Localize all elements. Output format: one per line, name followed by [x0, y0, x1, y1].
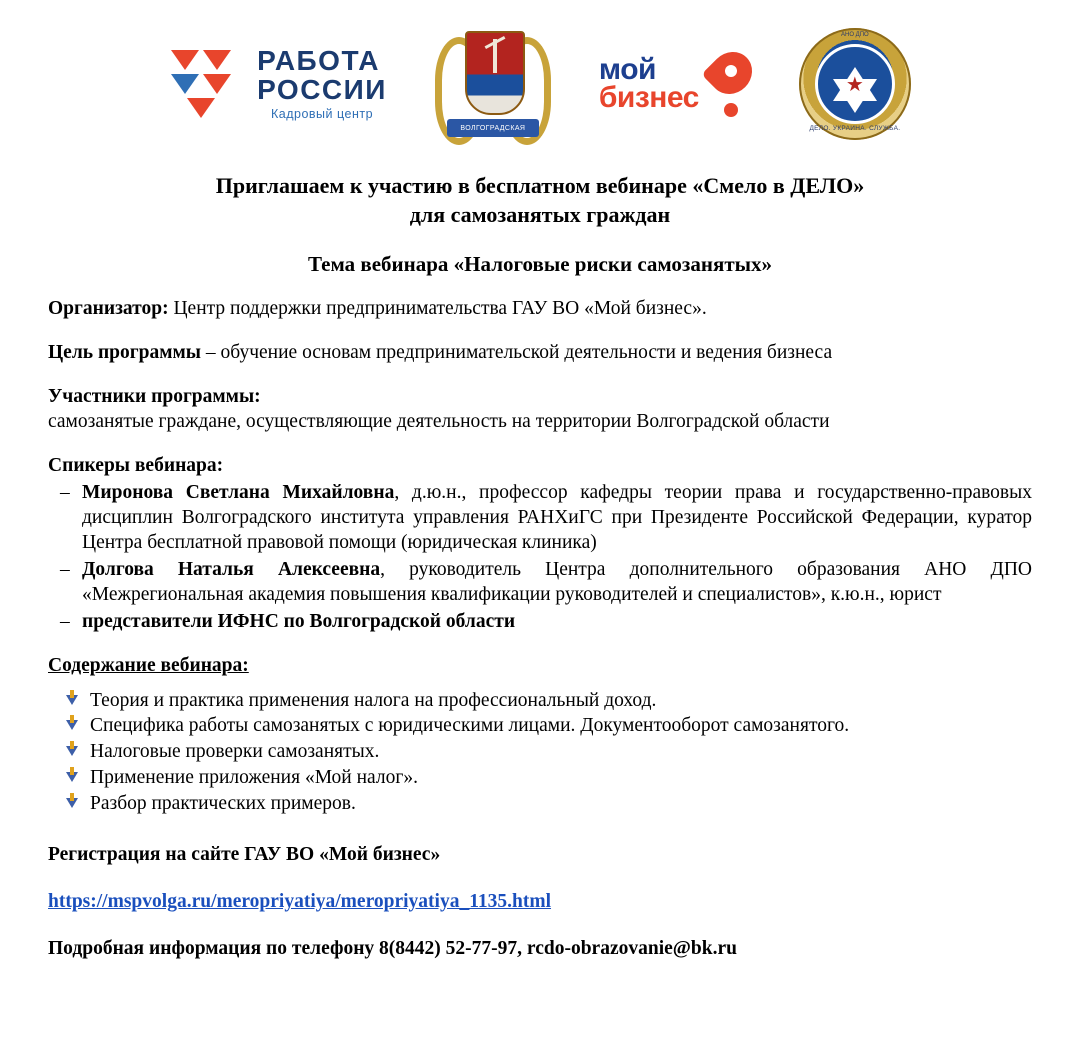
rr-line3: Кадровый центр — [270, 107, 374, 122]
goal-label: Цель программы — [48, 342, 202, 364]
rr-line1: РАБОТА — [257, 45, 381, 77]
logo-moy-biznes — [599, 51, 753, 117]
logo-ano-dpo-emblem — [799, 28, 911, 140]
list-item — [82, 558, 1032, 608]
participants-label: Участники программы: — [48, 385, 261, 407]
registration-text: Регистрация на сайте ГАУ ВО «Мой бизнес» — [48, 844, 441, 866]
document-body — [48, 172, 1032, 962]
speakers-list — [48, 481, 1032, 635]
mb-line2: бизнес — [598, 81, 699, 114]
moy-biznes-wordmark — [598, 52, 699, 114]
list-item: Разбор практических примеров. — [90, 792, 1032, 817]
logo-volgograd-coat-of-arms — [433, 25, 553, 143]
page-subtitle: Тема вебинара «Налоговые риски самозанятых» — [307, 252, 773, 277]
coat-of-arms-icon — [433, 25, 553, 143]
list-item: Применение приложения «Мой налог». — [90, 766, 1032, 791]
list-item: Налоговые проверки самозанятых. — [90, 740, 1032, 765]
rabota-rossii-mark-icon — [169, 48, 245, 120]
small-star-icon: ★ — [845, 74, 864, 97]
speaker-text: , д.ю.н., профессор кафедры теории права и государственно-правовых дисциплин Волгоградского института управления РАНХиГС при Президенте Российской Федерации, куратор Центра бесплатной правовой помощи (юридическая клиника) — [82, 481, 1032, 553]
rr-line2: РОССИИ — [257, 73, 387, 105]
title-line-1: Приглашаем к участию в бесплатном вебинаре «Смело в ДЕЛО» — [215, 173, 865, 198]
participants-text: самозанятые граждане, осуществляющие деятельность на территории Волгоградской области — [48, 410, 830, 432]
list-item — [82, 610, 1032, 635]
speaker-name: Долгова Наталья Алексеевна — [82, 558, 381, 580]
speakers-label: Спикеры вебинара: — [48, 454, 224, 476]
organizer-label: Организатор: — [48, 298, 169, 320]
pin-drop — [724, 103, 738, 117]
content-label: Содержание вебинара: — [48, 654, 249, 676]
map-pin-icon — [709, 51, 753, 117]
registration-link-line — [48, 890, 1032, 915]
participants-paragraph — [48, 385, 1032, 435]
emblem-top-label: АНО ДПО — [841, 32, 869, 38]
rabota-rossii-wordmark — [257, 47, 387, 121]
pin-dot — [725, 65, 737, 77]
organizer-paragraph — [48, 297, 1032, 322]
list-item: Теория и практика применения налога на профессиональный доход. — [90, 689, 1032, 714]
title-line-2: для самозанятых граждан — [409, 201, 671, 227]
motherland-statue-icon — [493, 39, 497, 73]
page-title — [48, 172, 1032, 229]
emblem-icon — [799, 28, 911, 140]
organizer-text: Центр поддержки предпринимательства ГАУ ВО «Мой бизнес». — [168, 298, 707, 320]
content-list — [48, 689, 1032, 818]
speakers-heading — [48, 454, 1032, 479]
speaker-name: Миронова Светлана Михайловна — [82, 481, 395, 503]
content-heading — [48, 654, 1032, 679]
speaker-name: представители ИФНС по Волгоградской области — [82, 610, 516, 632]
list-item — [82, 481, 1032, 556]
goal-paragraph — [48, 341, 1032, 366]
speaker-text: , руководитель Центра дополнительного образования АНО ДПО «Межрегиональная академия повышения квалификации руководителей и специалистов», к.ю.н., юрист — [82, 558, 1032, 605]
logo-rabota-rossii — [169, 47, 387, 121]
coa-ribbon-label: ВОЛГОГРАДСКАЯ — [447, 119, 539, 137]
list-item: Специфика работы самозанятых с юридическими лицами. Документооборот самозанятого. — [90, 714, 1032, 739]
registration-link[interactable]: https://mspvolga.ru/meropriyatiya/meropriyatiya_1135.html — [48, 891, 552, 913]
logo-strip — [48, 0, 1032, 150]
mb-line1: мой — [598, 52, 656, 86]
emblem-inner — [815, 44, 895, 124]
contact-text: Подробная информация по телефону 8(8442) 52-77-97, rcdo-obrazovanie@bk.ru — [48, 938, 737, 960]
emblem-bottom-label: ДЕЛО. УКРАИНА. СЛУЖБА. — [809, 125, 901, 132]
goal-text: – обучение основам предпринимательской деятельности и ведения бизнеса — [201, 342, 833, 364]
shield — [465, 31, 525, 115]
